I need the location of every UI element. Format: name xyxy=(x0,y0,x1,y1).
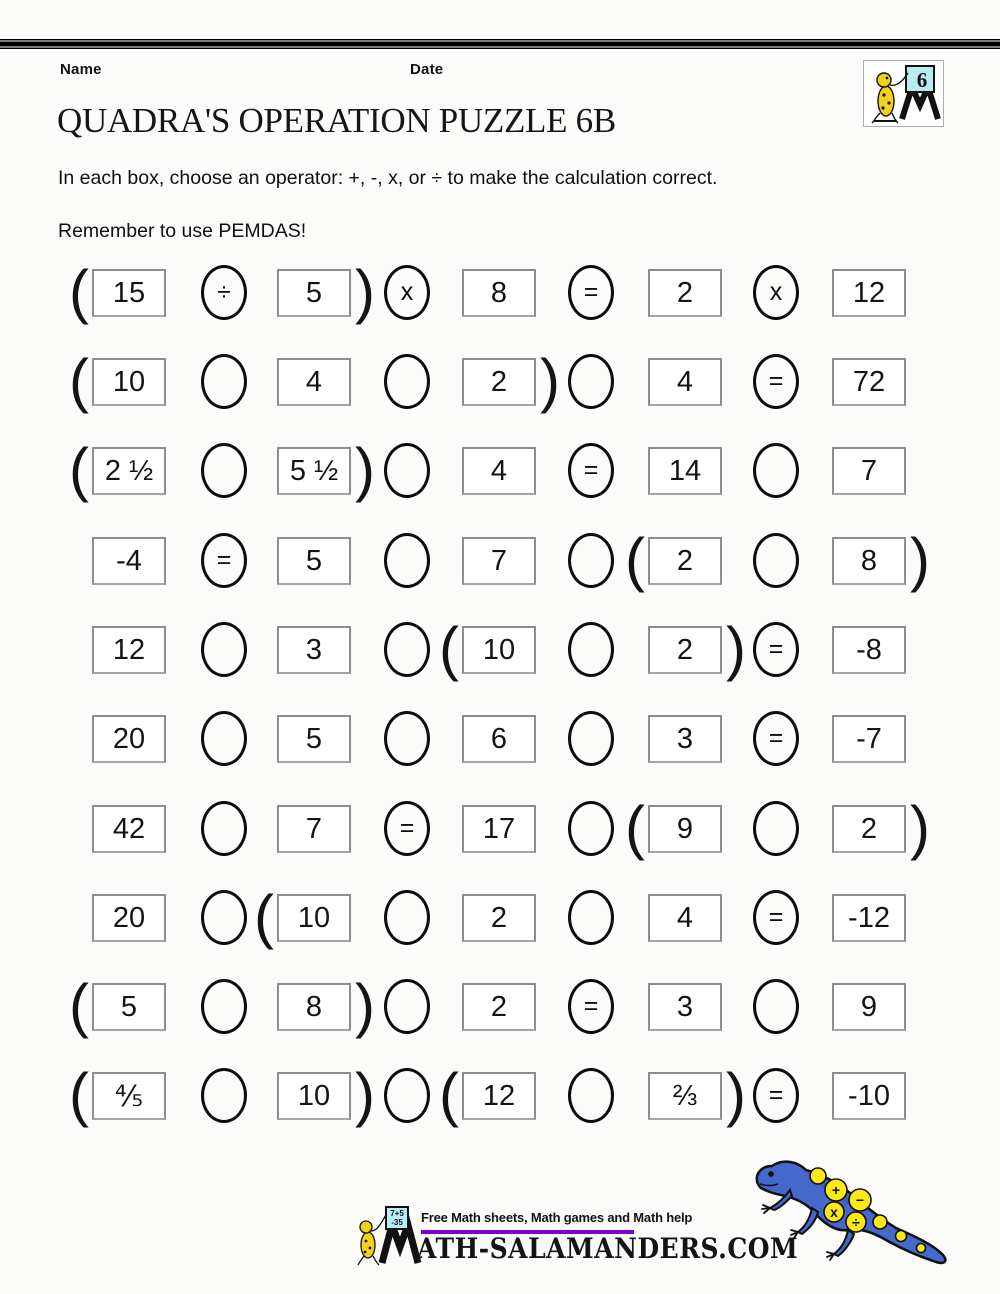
number-box: 5 xyxy=(92,983,166,1031)
puzzle-row xyxy=(0,883,1000,950)
number-box: 2 xyxy=(648,626,722,674)
footer-wordmark: ATH-SALAMANDERS.COM xyxy=(417,1232,799,1265)
operator-circle-filled: = xyxy=(568,979,614,1034)
number-box: 4 xyxy=(648,358,722,406)
number-box: 12 xyxy=(92,626,166,674)
close-paren: ) xyxy=(726,1061,746,1128)
number-box: ⅘ xyxy=(92,1072,166,1120)
puzzle-row xyxy=(0,1061,1000,1128)
number-box: 4 xyxy=(648,894,722,942)
number-box: 10 xyxy=(277,894,351,942)
number-box: 9 xyxy=(648,805,722,853)
operator-circle-empty[interactable] xyxy=(201,354,247,409)
operator-circle-filled: = xyxy=(568,265,614,320)
number-box: 5 ½ xyxy=(277,447,351,495)
number-box: ⅔ xyxy=(648,1072,722,1120)
close-paren: ) xyxy=(355,258,375,325)
operator-circle-filled: ÷ xyxy=(201,265,247,320)
close-paren: ) xyxy=(355,436,375,503)
open-paren: ( xyxy=(625,526,645,593)
operator-circle-empty[interactable] xyxy=(384,354,430,409)
number-box: 7 xyxy=(277,805,351,853)
open-paren: ( xyxy=(254,883,274,950)
number-box: 7 xyxy=(832,447,906,495)
number-box: 5 xyxy=(277,269,351,317)
operator-circle-empty[interactable] xyxy=(384,979,430,1034)
logo-board-number: 6 xyxy=(916,68,928,92)
operator-circle-empty[interactable] xyxy=(201,711,247,766)
number-box: 72 xyxy=(832,358,906,406)
operator-circle-empty[interactable] xyxy=(753,443,799,498)
number-box: 20 xyxy=(92,715,166,763)
operator-circle-empty[interactable] xyxy=(201,443,247,498)
number-box: 12 xyxy=(832,269,906,317)
operator-circle-empty[interactable] xyxy=(384,1068,430,1123)
operator-circle-empty[interactable] xyxy=(568,622,614,677)
close-paren: ) xyxy=(355,972,375,1039)
number-box: 7 xyxy=(462,537,536,585)
number-box: 12 xyxy=(462,1072,536,1120)
number-box: -8 xyxy=(832,626,906,674)
number-box: 10 xyxy=(92,358,166,406)
number-box: 8 xyxy=(462,269,536,317)
easel-salamander-icon-small xyxy=(356,1203,422,1269)
footer-brand xyxy=(356,1203,799,1278)
operator-circle-filled: x xyxy=(753,265,799,320)
operator-circle-empty[interactable] xyxy=(753,533,799,588)
puzzle-row xyxy=(0,715,1000,763)
operator-circle-filled: = xyxy=(568,443,614,498)
operator-circle-filled: = xyxy=(753,890,799,945)
operator-circle-filled: = xyxy=(201,533,247,588)
operator-circle-filled: x xyxy=(384,265,430,320)
number-box: -7 xyxy=(832,715,906,763)
operator-circle-empty[interactable] xyxy=(753,801,799,856)
spot-plus-symbol: + xyxy=(831,1182,841,1198)
spot-divide-symbol: ÷ xyxy=(852,1214,860,1230)
number-box: -4 xyxy=(92,537,166,585)
operator-circle-empty[interactable] xyxy=(201,801,247,856)
operator-circle-empty[interactable] xyxy=(568,890,614,945)
operator-circle-empty[interactable] xyxy=(384,443,430,498)
number-box: 2 xyxy=(462,983,536,1031)
operator-circle-empty[interactable] xyxy=(201,979,247,1034)
number-box: 3 xyxy=(277,626,351,674)
number-box: 2 xyxy=(462,894,536,942)
puzzle-row xyxy=(0,526,1000,593)
spot-times-symbol: x xyxy=(830,1204,838,1220)
number-box: 20 xyxy=(92,894,166,942)
number-box: 5 xyxy=(277,537,351,585)
board-line-1: 7+5 xyxy=(390,1209,404,1218)
operator-circle-filled: = xyxy=(384,801,430,856)
page-title: QUADRA'S OPERATION PUZZLE 6B xyxy=(57,101,616,140)
operator-circle-empty[interactable] xyxy=(568,801,614,856)
number-box: 2 ½ xyxy=(92,447,166,495)
reminder-text: Remember to use PEMDAS! xyxy=(58,220,307,242)
number-box: 2 xyxy=(832,805,906,853)
number-box: 10 xyxy=(462,626,536,674)
operator-circle-filled: = xyxy=(753,354,799,409)
operator-circle-filled: = xyxy=(753,622,799,677)
operator-circle-empty[interactable] xyxy=(753,979,799,1034)
date-label: Date xyxy=(410,61,444,78)
close-paren: ) xyxy=(540,347,560,414)
number-box: 14 xyxy=(648,447,722,495)
number-box: 4 xyxy=(277,358,351,406)
puzzle-row xyxy=(0,436,1000,503)
operator-circle-empty[interactable] xyxy=(384,890,430,945)
operator-circle-filled: = xyxy=(753,711,799,766)
number-box: -10 xyxy=(832,1072,906,1120)
close-paren: ) xyxy=(910,794,930,861)
number-box: 2 xyxy=(462,358,536,406)
close-paren: ) xyxy=(355,1061,375,1128)
number-box: 9 xyxy=(832,983,906,1031)
operator-circle-empty[interactable] xyxy=(384,711,430,766)
number-box: 17 xyxy=(462,805,536,853)
puzzle-row xyxy=(0,794,1000,861)
number-box: 8 xyxy=(277,983,351,1031)
instruction-text: In each box, choose an operator: +, -, x, or ÷ to make the calculation correct. xyxy=(58,167,718,189)
number-box: 2 xyxy=(648,269,722,317)
puzzle-row xyxy=(0,972,1000,1039)
number-box: 3 xyxy=(648,715,722,763)
board-line-2: -35 xyxy=(391,1218,403,1227)
operator-circle-empty[interactable] xyxy=(384,622,430,677)
name-label: Name xyxy=(60,61,102,78)
operator-circle-empty[interactable] xyxy=(568,1068,614,1123)
number-box: 8 xyxy=(832,537,906,585)
operator-circle-empty[interactable] xyxy=(384,533,430,588)
number-box: 5 xyxy=(277,715,351,763)
operator-circle-filled: = xyxy=(753,1068,799,1123)
operator-circle-empty[interactable] xyxy=(201,622,247,677)
open-paren: ( xyxy=(69,436,89,503)
number-box: 15 xyxy=(92,269,166,317)
puzzle-row xyxy=(0,258,1000,325)
puzzle-row xyxy=(0,347,1000,414)
close-paren: ) xyxy=(726,615,746,682)
number-box: 6 xyxy=(462,715,536,763)
spot-minus-symbol: − xyxy=(855,1192,865,1208)
number-box: 3 xyxy=(648,983,722,1031)
number-box: 2 xyxy=(648,537,722,585)
number-box: 42 xyxy=(92,805,166,853)
open-paren: ( xyxy=(69,347,89,414)
operator-circle-empty[interactable] xyxy=(568,354,614,409)
open-paren: ( xyxy=(69,1061,89,1128)
open-paren: ( xyxy=(69,258,89,325)
operator-circle-empty[interactable] xyxy=(201,1068,247,1123)
open-paren: ( xyxy=(625,794,645,861)
spotted-salamander-illustration xyxy=(746,1138,961,1283)
open-paren: ( xyxy=(439,615,459,682)
close-paren: ) xyxy=(910,526,930,593)
open-paren: ( xyxy=(439,1061,459,1128)
operator-circle-empty[interactable] xyxy=(568,711,614,766)
puzzle-row xyxy=(0,615,1000,682)
open-paren: ( xyxy=(69,972,89,1039)
number-box: 4 xyxy=(462,447,536,495)
number-box: -12 xyxy=(832,894,906,942)
operator-circle-empty[interactable] xyxy=(201,890,247,945)
operator-circle-empty[interactable] xyxy=(568,533,614,588)
footer-caption: Free Math sheets, Math games and Math help xyxy=(421,1210,693,1225)
number-box: 10 xyxy=(277,1072,351,1120)
